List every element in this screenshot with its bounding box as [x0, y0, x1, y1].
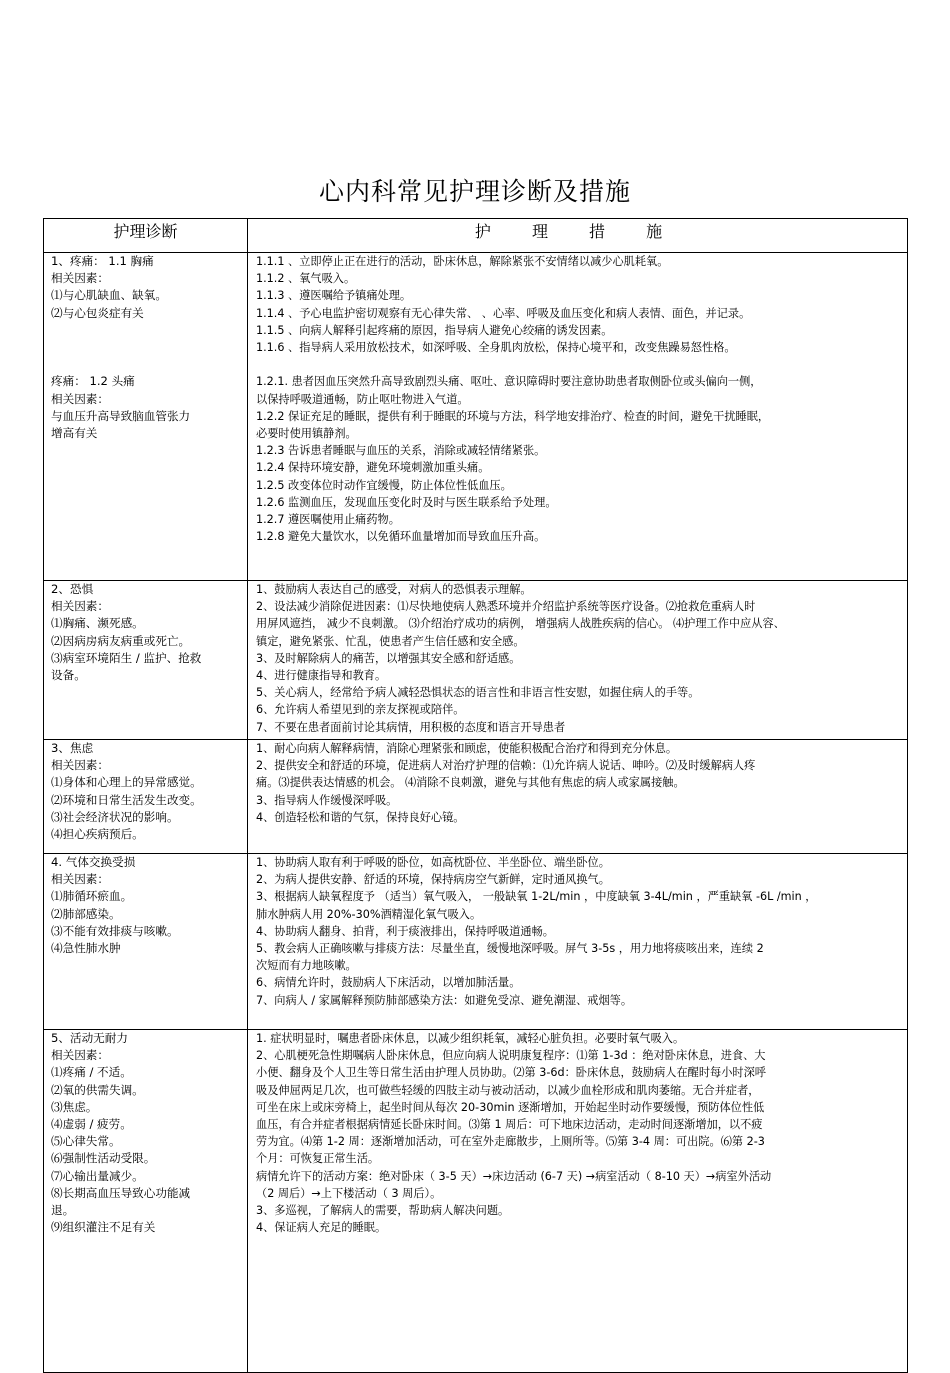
measures-cell [248, 253, 908, 581]
diagnosis-line: 4. 气体交换受损 [51, 855, 136, 869]
diagnosis-line: 相关因素： [51, 599, 109, 614]
diagnosis-cell [44, 1030, 248, 1373]
measures-cell [248, 740, 908, 854]
measure-line: 血压，有合并症者根据病情延长卧床时间。⑶第 1 周后：可下地床边活动，走动时间逐渐增加，以不疲 [256, 1118, 763, 1132]
diagnosis-line: ⑺心输出量减少。 [51, 1168, 144, 1183]
measure-line: 1.2.7 遵医嘱使用止痛药物。 [256, 513, 400, 527]
measure-line: 次短而有力地咳嗽。 [256, 959, 357, 973]
diagnosis-line: ⑵与心包炎症有关 [51, 305, 144, 320]
diagnosis-cell [44, 253, 248, 581]
diagnosis-line: ⑵环境和日常生活发生改变。 [51, 792, 202, 807]
measure-line [256, 356, 903, 373]
measure-line: 1.1.2 、氧气吸入。 [256, 272, 356, 286]
measure-line: 必要时使用镇静剂。 [256, 427, 357, 441]
table-row [44, 740, 908, 854]
measure-line: 个月：可恢复正常生活。 [256, 1152, 380, 1166]
diagnosis-line: 相关因素： [51, 391, 109, 406]
table-row [44, 253, 908, 581]
measure-line: 以保持呼吸道通畅，防止呕吐物进入气道。 [256, 392, 469, 406]
measure-line: 5、教会病人正确咳嗽与排痰方法：尽量坐直，缓慢地深呼吸。屏气 3-5s ，用力地将痰咳出来，连续 2 [256, 942, 764, 956]
diagnosis-line: 2、恐惧 [51, 582, 94, 596]
measures-cell [248, 581, 908, 740]
measure-line: 4、创造轻松和谐的气氛，保持良好心镜。 [256, 810, 465, 824]
diagnosis-line: 相关因素： [51, 758, 109, 773]
measure-line: 镇定，避免紧张、忙乱，使患者产生信任感和安全感。 [256, 634, 525, 648]
measure-line: 肺水肿病人用 20%-30%酒精湿化氧气吸入。 [256, 907, 482, 921]
measures-cell [248, 1030, 908, 1373]
measure-line: 1. 症状明显时，嘱患者卧床休息，以减少组织耗氧，减轻心脏负担。必要时氧气吸入。 [256, 1032, 685, 1045]
diagnosis-line: 3、焦虑 [51, 741, 94, 755]
measure-line: 1.2.2 保证充足的睡眠，提供有利于睡眠的环境与方法，科学地安排治疗、检查的时间，避免干扰睡眠， [256, 409, 770, 423]
measure-line: 1.2.6 监测血压，发现血压变化时及时与医生联系给予处理。 [256, 495, 557, 509]
diagnosis-line: 相关因素： [51, 271, 109, 286]
diagnosis-cell [44, 581, 248, 740]
measure-line: 小便、翻身及个人卫生等日常生活由护理人员协助。⑵第 3-6d：卧床休息，鼓励病人在醒时每小时深呼 [256, 1066, 766, 1080]
page-title: 心内科常见护理诊断及措施 [318, 177, 631, 206]
diagnosis-line: ⑴胸痛、濒死感。 [51, 616, 144, 631]
measure-line: 1.1.4 、予心电监护密切观察有无心律失常、 、心率、呼吸及血压变化和病人表情、面色，并记录。 [256, 306, 751, 320]
diagnosis-line: 增高有关 [51, 425, 98, 440]
diagnosis-line: ⑶不能有效排痰与咳嗽。 [51, 923, 179, 938]
diagnosis-line [51, 356, 243, 373]
table-header-row [44, 219, 908, 253]
nursing-table [43, 218, 908, 1373]
diagnosis-line: 1、疼痛： 1.1 胸痛 [51, 254, 154, 268]
diagnosis-line: ⑷虚弱 / 疲劳。 [51, 1117, 132, 1132]
table-row [44, 581, 908, 740]
measure-line: 3、指导病人作缓慢深呼吸。 [256, 793, 398, 807]
diagnosis-line: 相关因素： [51, 872, 109, 887]
diagnosis-line: 相关因素： [51, 1048, 109, 1063]
measure-line: 4、保证病人充足的睡眠。 [256, 1221, 387, 1235]
diagnosis-line: ⑻长期高血压导致心功能减 [51, 1185, 191, 1200]
measure-line: （2 周后）→上下楼活动（ 3 周后）。 [256, 1186, 442, 1200]
diagnosis-cell [44, 740, 248, 854]
measure-line: 4、协助病人翻身、拍背，利于痰液排出，保持呼吸道通畅。 [256, 924, 554, 938]
diagnosis-line: 设备。 [51, 668, 86, 683]
table-row [44, 854, 908, 1030]
measure-line: 3、多巡视，了解病人的需要，帮助病人解决问题。 [256, 1204, 510, 1218]
measure-line: 5、关心病人，经常给予病人减轻恐惧状态的语言性和非语言性安慰，如握住病人的手等。 [256, 686, 700, 700]
measure-line: 1.1.6 、指导病人采用放松技术，如深呼吸、全身肌肉放松，保持心境平和，改变焦躁易怒性格。 [256, 341, 736, 355]
measure-line: 2、设法减少消除促进因素：⑴尽快地使病人熟悉环境并介绍监护系统等医疗设备。⑵抢救危重病人时 [256, 600, 756, 614]
diagnosis-line: ⑵氧的供需失调。 [51, 1082, 144, 1097]
diagnosis-cell [44, 854, 248, 1030]
measure-line: 1、耐心向病人解释病情，消除心理紧张和顾虑，使能积极配合治疗和得到充分休息。 [256, 742, 678, 755]
measure-line: 1.1.5 、向病人解释引起疼痛的原因，指导病人避免心绞痛的诱发因素。 [256, 323, 613, 337]
measure-line: 3、根据病人缺氧程度予 （适当）氧气吸入， 一般缺氧 1-2L/min ，中度缺氧 3-4L/min ，严重缺氧 -6L /min ， [256, 890, 817, 904]
diagnosis-line: ⑵因病房病友病重或死亡。 [51, 633, 191, 648]
measure-line: 2、为病人提供安静、舒适的环境，保持病房空气新鲜，定时通风换气。 [256, 873, 610, 887]
diagnosis-line: ⑵肺部感染。 [51, 906, 121, 921]
measure-line: 1.2.8 避免大量饮水，以免循环血量增加而导致血压升高。 [256, 530, 546, 544]
diagnosis-line: 退。 [51, 1203, 75, 1218]
diagnosis-line: ⑷担心疾病预后。 [51, 827, 144, 842]
measures-cell [248, 854, 908, 1030]
measure-line: 4、进行健康指导和教育。 [256, 669, 387, 683]
diagnosis-line: ⑶社会经济状况的影响。 [51, 809, 179, 824]
measure-line: 1、鼓励病人表达自己的感受，对病人的恐惧表示理解。 [256, 583, 532, 596]
measure-line: 痛。⑶提供表达情感的机会。 ⑷消除不良刺激，避免与其他有焦虑的病人或家属接触。 [256, 776, 685, 790]
measure-line: 6、病情允许时，鼓励病人下床活动，以增加肺活量。 [256, 976, 521, 990]
measure-line: 7、不要在患者面前讨论其病情，用积极的态度和语言开导患者 [256, 720, 566, 734]
measure-line: 1.1.1 、立即停止正在进行的活动，卧床休息，解除紧张不安情绪以减少心肌耗氧。 [256, 255, 669, 268]
diagnosis-line [51, 322, 243, 339]
diagnosis-line: ⑷急性肺水肿 [51, 941, 121, 956]
measure-line: 劳为宜。⑷第 1-2 周：逐渐增加活动，可在室外走廊散步，上厕所等。⑸第 3-4 周：可出院。⑹第 2-3 [256, 1135, 765, 1149]
diagnosis-line: ⑹强制性活动受限。 [51, 1151, 156, 1166]
measure-line: 2、心肌梗死急性期嘱病人卧床休息，但应向病人说明康复程序：⑴第 1-3d ：绝对卧床休息，进食、大 [256, 1049, 766, 1063]
measure-line: 1.2.5 改变体位时动作宜缓慢，防止体位性低血压。 [256, 478, 512, 492]
measure-line: 7、向病人 / 家属解释预防肺部感染方法：如避免受凉、避免潮湿、戒烟等。 [256, 993, 633, 1007]
measure-line: 3、及时解除病人的痛苦，以增强其安全感和舒适感。 [256, 651, 521, 665]
measure-line: 2、提供安全和舒适的环境，促进病人对治疗护理的信赖：⑴允许病人说话、呻吟。⑵及时缓解病人疼 [256, 759, 756, 773]
header-measures: 护 理 措 施 [248, 219, 908, 253]
measure-line: 1.2.3 告诉患者睡眠与血压的关系，消除或减轻情绪紧张。 [256, 444, 546, 458]
diagnosis-line: ⑶病室环境陌生 / 监护、抢救 [51, 650, 202, 665]
measure-line: 吸及伸屈两足几次，也可做些轻缓的四肢主动与被动活动，以减少血栓形成和肌肉萎缩。无合并症者， [256, 1083, 760, 1097]
diagnosis-line [51, 339, 243, 356]
table-row [44, 1030, 908, 1373]
diagnosis-line: ⑴与心肌缺血、缺氧。 [51, 288, 167, 303]
diagnosis-line: ⑴肺循环瘀血。 [51, 889, 133, 904]
measure-line: 1.1.3 、遵医嘱给予镇痛处理。 [256, 289, 412, 303]
diagnosis-line: ⑴身体和心理上的异常感觉。 [51, 775, 202, 790]
measure-line: 1.2.1. 患者因血压突然升高导致剧烈头痛、呕吐、意识障碍时要注意协助患者取侧卧位或头偏向一侧， [256, 375, 762, 389]
diagnosis-line: ⑶焦虑。 [51, 1099, 98, 1114]
measure-line: 1、协助病人取有利于呼吸的卧位，如高枕卧位、半坐卧位、端坐卧位。 [256, 856, 610, 869]
diagnosis-line: 疼痛： 1.2 头痛 [51, 374, 135, 389]
header-diagnosis: 护理诊断 [44, 219, 248, 253]
diagnosis-line: ⑸心律失常。 [51, 1134, 121, 1149]
measure-line: 用屏风遮挡， 减少不良刺激。 ⑶介绍治疗成功的病例， 增强病人战胜疾病的信心。 ⑷护理工作中应从容、 [256, 617, 785, 631]
measure-line: 1.2.4 保持环境安静，避免环境刺激加重头痛。 [256, 461, 490, 475]
diagnosis-line: ⑼组织灌注不足有关 [51, 1220, 156, 1235]
measure-line: 6、允许病人希望见到的亲友探视或陪伴。 [256, 703, 465, 717]
diagnosis-line: 5、活动无耐力 [51, 1031, 128, 1045]
measure-line: 病情允许下的活动方案：绝对卧床（ 3-5 天）→床边活动 (6-7 天) →病室活动（ 8-10 天）→病室外活动 [256, 1169, 772, 1183]
diagnosis-line: ⑴疼痛 / 不适。 [51, 1065, 132, 1080]
diagnosis-line: 与血压升高导致脑血管张力 [51, 408, 191, 423]
measure-line: 可坐在床上或床旁椅上，起坐时间从每次 20-30min 逐渐增加，开始起坐时动作要缓慢，预防体位性低 [256, 1100, 765, 1114]
